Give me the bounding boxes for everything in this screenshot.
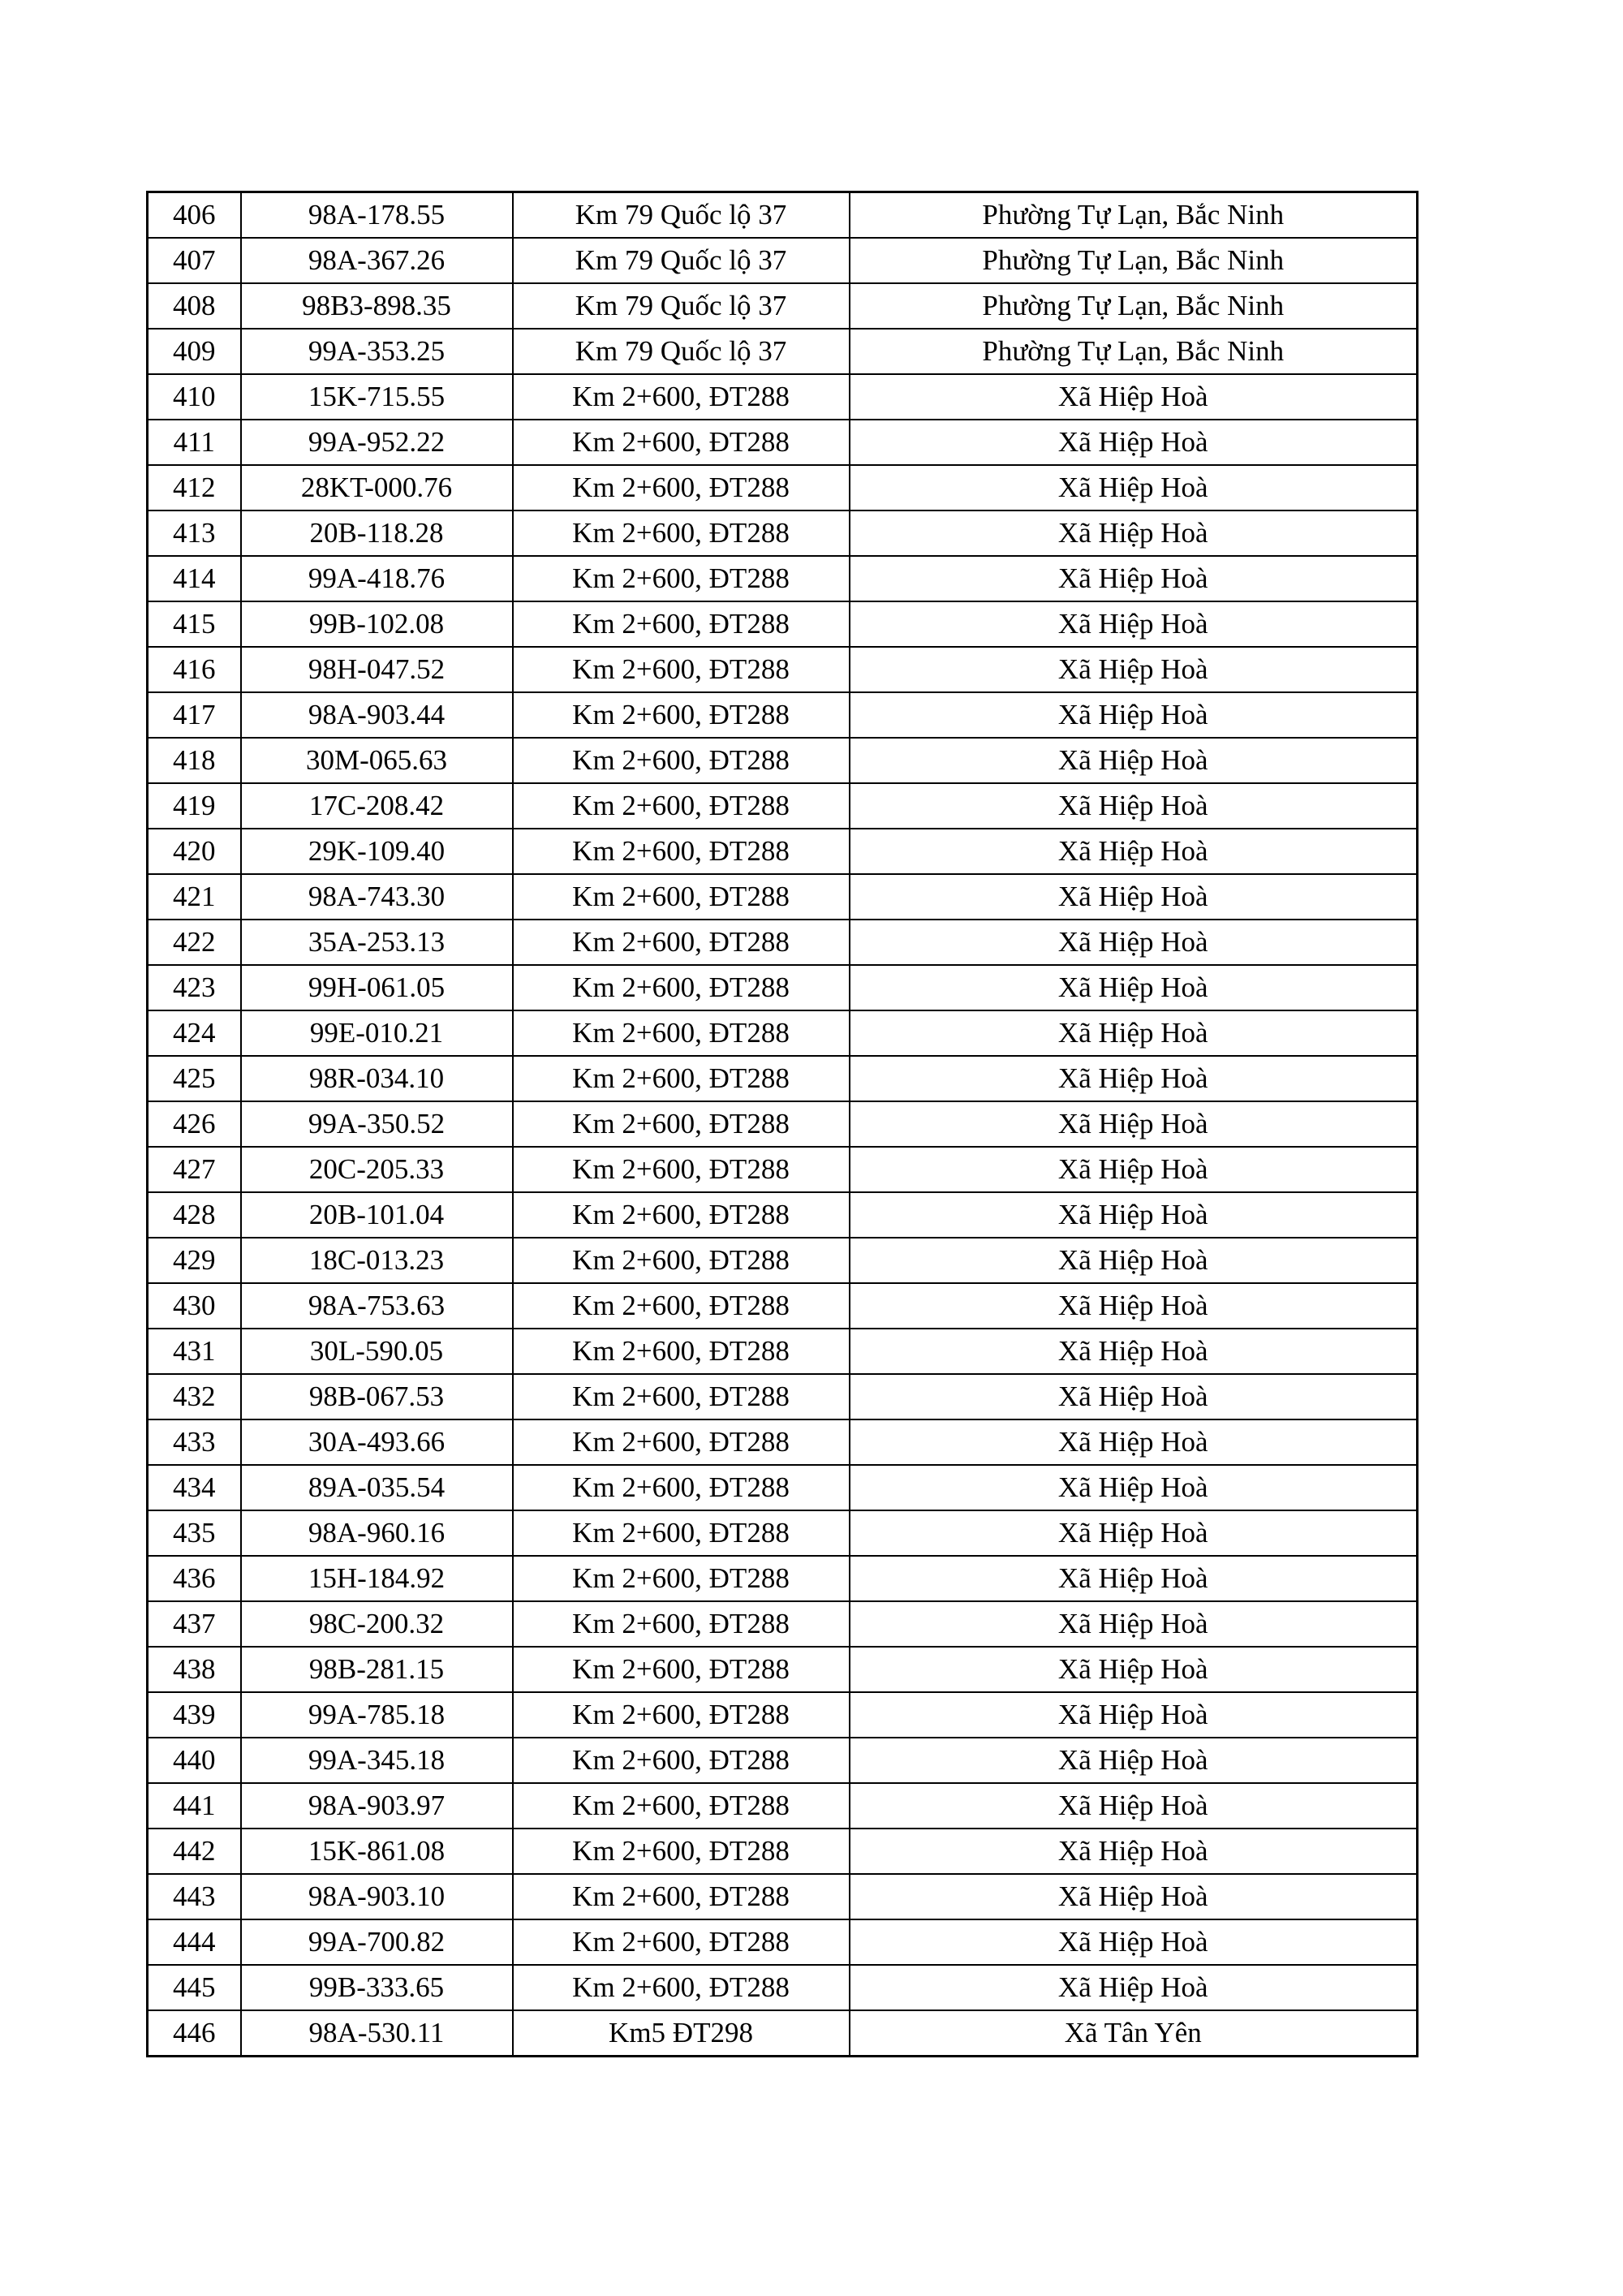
- cell-sequence-number: 433: [148, 1419, 241, 1465]
- cell-license-plate: 98C-200.32: [241, 1601, 513, 1647]
- cell-location: Km 2+600, ĐT288: [513, 1283, 850, 1329]
- cell-ward: Phường Tự Lạn, Bắc Ninh: [850, 238, 1418, 283]
- cell-ward: Xã Hiệp Hoà: [850, 465, 1418, 510]
- cell-location: Km 2+600, ĐT288: [513, 556, 850, 601]
- cell-location: Km 2+600, ĐT288: [513, 1965, 850, 2010]
- table-row: [148, 965, 1418, 1010]
- cell-ward: Xã Hiệp Hoà: [850, 965, 1418, 1010]
- cell-license-plate: 30M-065.63: [241, 738, 513, 783]
- cell-license-plate: 98A-903.97: [241, 1783, 513, 1829]
- table-row: [148, 374, 1418, 420]
- table-row: [148, 1510, 1418, 1556]
- cell-sequence-number: 416: [148, 647, 241, 692]
- cell-sequence-number: 445: [148, 1965, 241, 2010]
- cell-location: Km 2+600, ĐT288: [513, 1601, 850, 1647]
- cell-ward: Xã Hiệp Hoà: [850, 920, 1418, 965]
- cell-sequence-number: 421: [148, 874, 241, 920]
- table-row: [148, 829, 1418, 874]
- cell-location: Km 2+600, ĐT288: [513, 920, 850, 965]
- cell-ward: Xã Hiệp Hoà: [850, 1419, 1418, 1465]
- cell-sequence-number: 415: [148, 601, 241, 647]
- cell-ward: Xã Hiệp Hoà: [850, 1829, 1418, 1874]
- table-row: [148, 420, 1418, 465]
- cell-license-plate: 29K-109.40: [241, 829, 513, 874]
- cell-location: Km 2+600, ĐT288: [513, 601, 850, 647]
- cell-license-plate: 99B-333.65: [241, 1965, 513, 2010]
- cell-sequence-number: 429: [148, 1238, 241, 1283]
- cell-ward: Xã Hiệp Hoà: [850, 829, 1418, 874]
- table-row: [148, 601, 1418, 647]
- table-row: [148, 1465, 1418, 1510]
- cell-ward: Xã Hiệp Hoà: [850, 1510, 1418, 1556]
- cell-location: Km 2+600, ĐT288: [513, 1647, 850, 1692]
- cell-sequence-number: 426: [148, 1101, 241, 1147]
- cell-ward: Xã Hiệp Hoà: [850, 1056, 1418, 1101]
- table-row: [148, 192, 1418, 239]
- cell-sequence-number: 422: [148, 920, 241, 965]
- cell-location: Km5 ĐT298: [513, 2010, 850, 2057]
- table-row: [148, 1601, 1418, 1647]
- cell-ward: Xã Hiệp Hoà: [850, 1965, 1418, 2010]
- table-row: [148, 647, 1418, 692]
- table-row: [148, 1419, 1418, 1465]
- table-row: [148, 783, 1418, 829]
- cell-license-plate: 98A-367.26: [241, 238, 513, 283]
- cell-location: Km 2+600, ĐT288: [513, 1919, 850, 1965]
- cell-location: Km 2+600, ĐT288: [513, 1192, 850, 1238]
- cell-sequence-number: 444: [148, 1919, 241, 1965]
- table-row: [148, 1647, 1418, 1692]
- cell-location: Km 2+600, ĐT288: [513, 510, 850, 556]
- table-row: [148, 465, 1418, 510]
- cell-ward: Xã Hiệp Hoà: [850, 1192, 1418, 1238]
- cell-license-plate: 35A-253.13: [241, 920, 513, 965]
- cell-license-plate: 30L-590.05: [241, 1329, 513, 1374]
- table-row: [148, 692, 1418, 738]
- cell-location: Km 2+600, ĐT288: [513, 1056, 850, 1101]
- cell-ward: Phường Tự Lạn, Bắc Ninh: [850, 329, 1418, 374]
- cell-license-plate: 98A-903.10: [241, 1874, 513, 1919]
- cell-ward: Xã Hiệp Hoà: [850, 420, 1418, 465]
- table-row: [148, 1101, 1418, 1147]
- cell-ward: Xã Hiệp Hoà: [850, 374, 1418, 420]
- cell-license-plate: 15K-861.08: [241, 1829, 513, 1874]
- cell-sequence-number: 409: [148, 329, 241, 374]
- cell-sequence-number: 432: [148, 1374, 241, 1419]
- table-row: [148, 738, 1418, 783]
- table-row: [148, 238, 1418, 283]
- table-row: [148, 283, 1418, 329]
- table-container: [146, 191, 1416, 2057]
- table-row: [148, 2010, 1418, 2057]
- cell-sequence-number: 414: [148, 556, 241, 601]
- table-row: [148, 1919, 1418, 1965]
- table-row: [148, 556, 1418, 601]
- cell-location: Km 2+600, ĐT288: [513, 1738, 850, 1783]
- cell-ward: Xã Hiệp Hoà: [850, 601, 1418, 647]
- cell-sequence-number: 431: [148, 1329, 241, 1374]
- cell-ward: Xã Hiệp Hoà: [850, 1101, 1418, 1147]
- cell-location: Km 2+600, ĐT288: [513, 1465, 850, 1510]
- cell-ward: Xã Hiệp Hoà: [850, 1283, 1418, 1329]
- table-row: [148, 1692, 1418, 1738]
- cell-license-plate: 30A-493.66: [241, 1419, 513, 1465]
- cell-license-plate: 98B-067.53: [241, 1374, 513, 1419]
- cell-license-plate: 20B-118.28: [241, 510, 513, 556]
- table-row: [148, 1147, 1418, 1192]
- cell-license-plate: 99A-350.52: [241, 1101, 513, 1147]
- cell-license-plate: 20B-101.04: [241, 1192, 513, 1238]
- cell-ward: Xã Hiệp Hoà: [850, 738, 1418, 783]
- cell-ward: Xã Hiệp Hoà: [850, 1601, 1418, 1647]
- cell-location: Km 2+600, ĐT288: [513, 965, 850, 1010]
- cell-license-plate: 98A-743.30: [241, 874, 513, 920]
- cell-license-plate: 98H-047.52: [241, 647, 513, 692]
- table-row: [148, 1283, 1418, 1329]
- cell-location: Km 2+600, ĐT288: [513, 420, 850, 465]
- table-row: [148, 920, 1418, 965]
- cell-location: Km 2+600, ĐT288: [513, 1101, 850, 1147]
- cell-location: Km 2+600, ĐT288: [513, 465, 850, 510]
- table-row: [148, 1056, 1418, 1101]
- cell-sequence-number: 412: [148, 465, 241, 510]
- cell-ward: Xã Hiệp Hoà: [850, 556, 1418, 601]
- cell-ward: Xã Hiệp Hoà: [850, 1874, 1418, 1919]
- table-row: [148, 1192, 1418, 1238]
- cell-location: Km 2+600, ĐT288: [513, 692, 850, 738]
- cell-license-plate: 99A-345.18: [241, 1738, 513, 1783]
- cell-location: Km 2+600, ĐT288: [513, 647, 850, 692]
- cell-sequence-number: 418: [148, 738, 241, 783]
- cell-sequence-number: 410: [148, 374, 241, 420]
- cell-license-plate: 98A-753.63: [241, 1283, 513, 1329]
- cell-ward: Xã Hiệp Hoà: [850, 874, 1418, 920]
- cell-license-plate: 99A-700.82: [241, 1919, 513, 1965]
- table-row: [148, 1965, 1418, 2010]
- cell-sequence-number: 423: [148, 965, 241, 1010]
- cell-sequence-number: 419: [148, 783, 241, 829]
- cell-sequence-number: 436: [148, 1556, 241, 1601]
- cell-ward: Xã Hiệp Hoà: [850, 1010, 1418, 1056]
- cell-license-plate: 89A-035.54: [241, 1465, 513, 1510]
- cell-location: Km 2+600, ĐT288: [513, 1692, 850, 1738]
- cell-license-plate: 98A-903.44: [241, 692, 513, 738]
- cell-ward: Xã Hiệp Hoà: [850, 1556, 1418, 1601]
- cell-sequence-number: 427: [148, 1147, 241, 1192]
- table-row: [148, 510, 1418, 556]
- cell-location: Km 79 Quốc lộ 37: [513, 238, 850, 283]
- cell-ward: Xã Hiệp Hoà: [850, 783, 1418, 829]
- cell-license-plate: 99H-061.05: [241, 965, 513, 1010]
- cell-location: Km 79 Quốc lộ 37: [513, 283, 850, 329]
- cell-location: Km 2+600, ĐT288: [513, 1556, 850, 1601]
- cell-sequence-number: 420: [148, 829, 241, 874]
- cell-license-plate: 99E-010.21: [241, 1010, 513, 1056]
- cell-license-plate: 98B3-898.35: [241, 283, 513, 329]
- cell-license-plate: 98A-960.16: [241, 1510, 513, 1556]
- cell-sequence-number: 411: [148, 420, 241, 465]
- cell-location: Km 2+600, ĐT288: [513, 1783, 850, 1829]
- table-row: [148, 1010, 1418, 1056]
- cell-sequence-number: 408: [148, 283, 241, 329]
- cell-sequence-number: 440: [148, 1738, 241, 1783]
- cell-location: Km 2+600, ĐT288: [513, 1419, 850, 1465]
- cell-sequence-number: 425: [148, 1056, 241, 1101]
- cell-sequence-number: 430: [148, 1283, 241, 1329]
- cell-ward: Xã Hiệp Hoà: [850, 510, 1418, 556]
- cell-ward: Xã Hiệp Hoà: [850, 1238, 1418, 1283]
- cell-ward: Xã Hiệp Hoà: [850, 1465, 1418, 1510]
- cell-license-plate: 99A-418.76: [241, 556, 513, 601]
- cell-sequence-number: 417: [148, 692, 241, 738]
- table-body: [148, 192, 1418, 2057]
- table-row: [148, 1374, 1418, 1419]
- table-row: [148, 1329, 1418, 1374]
- cell-license-plate: 99A-785.18: [241, 1692, 513, 1738]
- cell-ward: Xã Hiệp Hoà: [850, 1919, 1418, 1965]
- cell-sequence-number: 434: [148, 1465, 241, 1510]
- cell-location: Km 2+600, ĐT288: [513, 1829, 850, 1874]
- cell-location: Km 2+600, ĐT288: [513, 374, 850, 420]
- cell-location: Km 2+600, ĐT288: [513, 1374, 850, 1419]
- cell-ward: Xã Hiệp Hoà: [850, 1692, 1418, 1738]
- cell-sequence-number: 441: [148, 1783, 241, 1829]
- cell-license-plate: 17C-208.42: [241, 783, 513, 829]
- cell-license-plate: 99B-102.08: [241, 601, 513, 647]
- cell-location: Km 79 Quốc lộ 37: [513, 192, 850, 239]
- cell-sequence-number: 442: [148, 1829, 241, 1874]
- cell-license-plate: 98R-034.10: [241, 1056, 513, 1101]
- cell-sequence-number: 443: [148, 1874, 241, 1919]
- cell-license-plate: 15H-184.92: [241, 1556, 513, 1601]
- cell-ward: Xã Hiệp Hoà: [850, 1647, 1418, 1692]
- cell-ward: Phường Tự Lạn, Bắc Ninh: [850, 192, 1418, 239]
- cell-location: Km 79 Quốc lộ 37: [513, 329, 850, 374]
- table-row: [148, 1738, 1418, 1783]
- cell-sequence-number: 428: [148, 1192, 241, 1238]
- cell-license-plate: 20C-205.33: [241, 1147, 513, 1192]
- cell-sequence-number: 438: [148, 1647, 241, 1692]
- cell-license-plate: 18C-013.23: [241, 1238, 513, 1283]
- cell-location: Km 2+600, ĐT288: [513, 1010, 850, 1056]
- cell-license-plate: 99A-353.25: [241, 329, 513, 374]
- table-row: [148, 874, 1418, 920]
- table-row: [148, 1829, 1418, 1874]
- table-row: [148, 1556, 1418, 1601]
- cell-license-plate: 15K-715.55: [241, 374, 513, 420]
- cell-ward: Phường Tự Lạn, Bắc Ninh: [850, 283, 1418, 329]
- cell-ward: Xã Hiệp Hoà: [850, 1738, 1418, 1783]
- table-row: [148, 1783, 1418, 1829]
- cell-ward: Xã Tân Yên: [850, 2010, 1418, 2057]
- cell-ward: Xã Hiệp Hoà: [850, 647, 1418, 692]
- cell-sequence-number: 406: [148, 192, 241, 239]
- cell-license-plate: 98A-530.11: [241, 2010, 513, 2057]
- cell-sequence-number: 435: [148, 1510, 241, 1556]
- cell-location: Km 2+600, ĐT288: [513, 874, 850, 920]
- cell-ward: Xã Hiệp Hoà: [850, 1147, 1418, 1192]
- cell-location: Km 2+600, ĐT288: [513, 1874, 850, 1919]
- cell-sequence-number: 437: [148, 1601, 241, 1647]
- cell-license-plate: 98A-178.55: [241, 192, 513, 239]
- vehicle-records-table: [146, 191, 1419, 2057]
- cell-location: Km 2+600, ĐT288: [513, 1329, 850, 1374]
- cell-location: Km 2+600, ĐT288: [513, 1238, 850, 1283]
- cell-sequence-number: 413: [148, 510, 241, 556]
- cell-license-plate: 99A-952.22: [241, 420, 513, 465]
- cell-license-plate: 28KT-000.76: [241, 465, 513, 510]
- cell-license-plate: 98B-281.15: [241, 1647, 513, 1692]
- cell-ward: Xã Hiệp Hoà: [850, 1374, 1418, 1419]
- table-row: [148, 1874, 1418, 1919]
- cell-sequence-number: 407: [148, 238, 241, 283]
- cell-sequence-number: 446: [148, 2010, 241, 2057]
- cell-sequence-number: 424: [148, 1010, 241, 1056]
- cell-ward: Xã Hiệp Hoà: [850, 692, 1418, 738]
- cell-sequence-number: 439: [148, 1692, 241, 1738]
- cell-location: Km 2+600, ĐT288: [513, 1510, 850, 1556]
- cell-location: Km 2+600, ĐT288: [513, 738, 850, 783]
- cell-ward: Xã Hiệp Hoà: [850, 1783, 1418, 1829]
- cell-ward: Xã Hiệp Hoà: [850, 1329, 1418, 1374]
- cell-location: Km 2+600, ĐT288: [513, 1147, 850, 1192]
- table-row: [148, 1238, 1418, 1283]
- table-row: [148, 329, 1418, 374]
- cell-location: Km 2+600, ĐT288: [513, 783, 850, 829]
- cell-location: Km 2+600, ĐT288: [513, 829, 850, 874]
